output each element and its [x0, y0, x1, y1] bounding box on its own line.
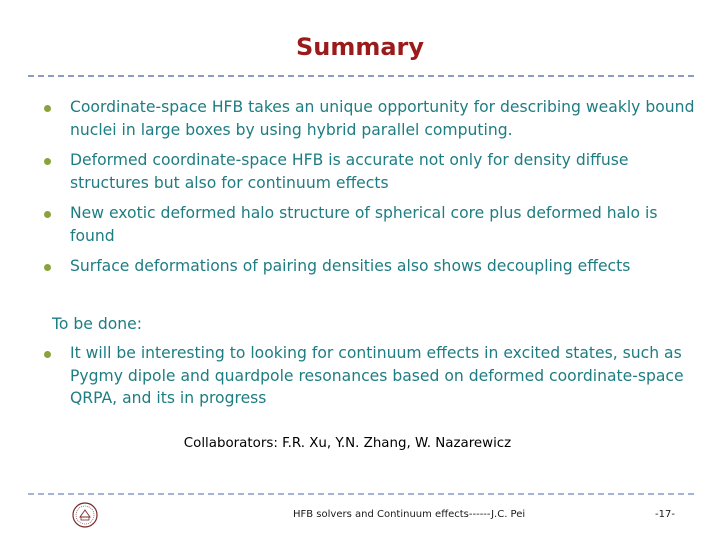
todo-heading-colon: : — [136, 315, 143, 333]
slide-title: Summary — [295, 33, 425, 61]
bullet-dot-icon — [44, 264, 51, 271]
bullet-dot-icon — [44, 351, 51, 358]
footer-text: HFB solvers and Continuum effects------J.C. Pei — [293, 509, 526, 520]
summary-item — [44, 255, 704, 278]
page-number: -17- — [655, 509, 675, 520]
summary-item-text: Surface deformations of pairing densities also shows decoupling effects — [70, 257, 631, 275]
top-divider — [28, 75, 694, 77]
bullet-dot-icon — [44, 158, 51, 165]
summary-item — [44, 96, 704, 141]
summary-list — [44, 96, 704, 286]
bullet-dot-icon — [44, 211, 51, 218]
summary-item — [44, 202, 704, 247]
summary-item-text: Deformed coordinate-space HFB is accurate not only for density diffuse structures but also for continuum effects — [70, 151, 629, 192]
todo-heading-label: To be done — [52, 315, 137, 333]
todo-heading — [52, 315, 142, 333]
summary-item-text: New exotic deformed halo structure of spherical core plus deformed halo is found — [70, 204, 658, 245]
summary-item — [44, 149, 704, 194]
summary-item-text: Coordinate-space HFB takes an unique opportunity for describing weakly bound nuclei in large boxes by using hybrid parallel computing. — [70, 98, 695, 139]
collaborators-line: Collaborators: F.R. Xu, Y.N. Zhang, W. Nazarewicz — [183, 436, 512, 451]
university-seal-icon — [72, 502, 98, 528]
todo-item — [44, 342, 704, 410]
todo-item-text: It will be interesting to looking for continuum effects in excited states, such as Pygmy dipole and quardpole resonances based on deformed coordinate-space QRPA, and its in progress — [70, 344, 684, 407]
bullet-dot-icon — [44, 105, 51, 112]
todo-list — [44, 342, 704, 418]
bottom-divider — [28, 493, 694, 495]
